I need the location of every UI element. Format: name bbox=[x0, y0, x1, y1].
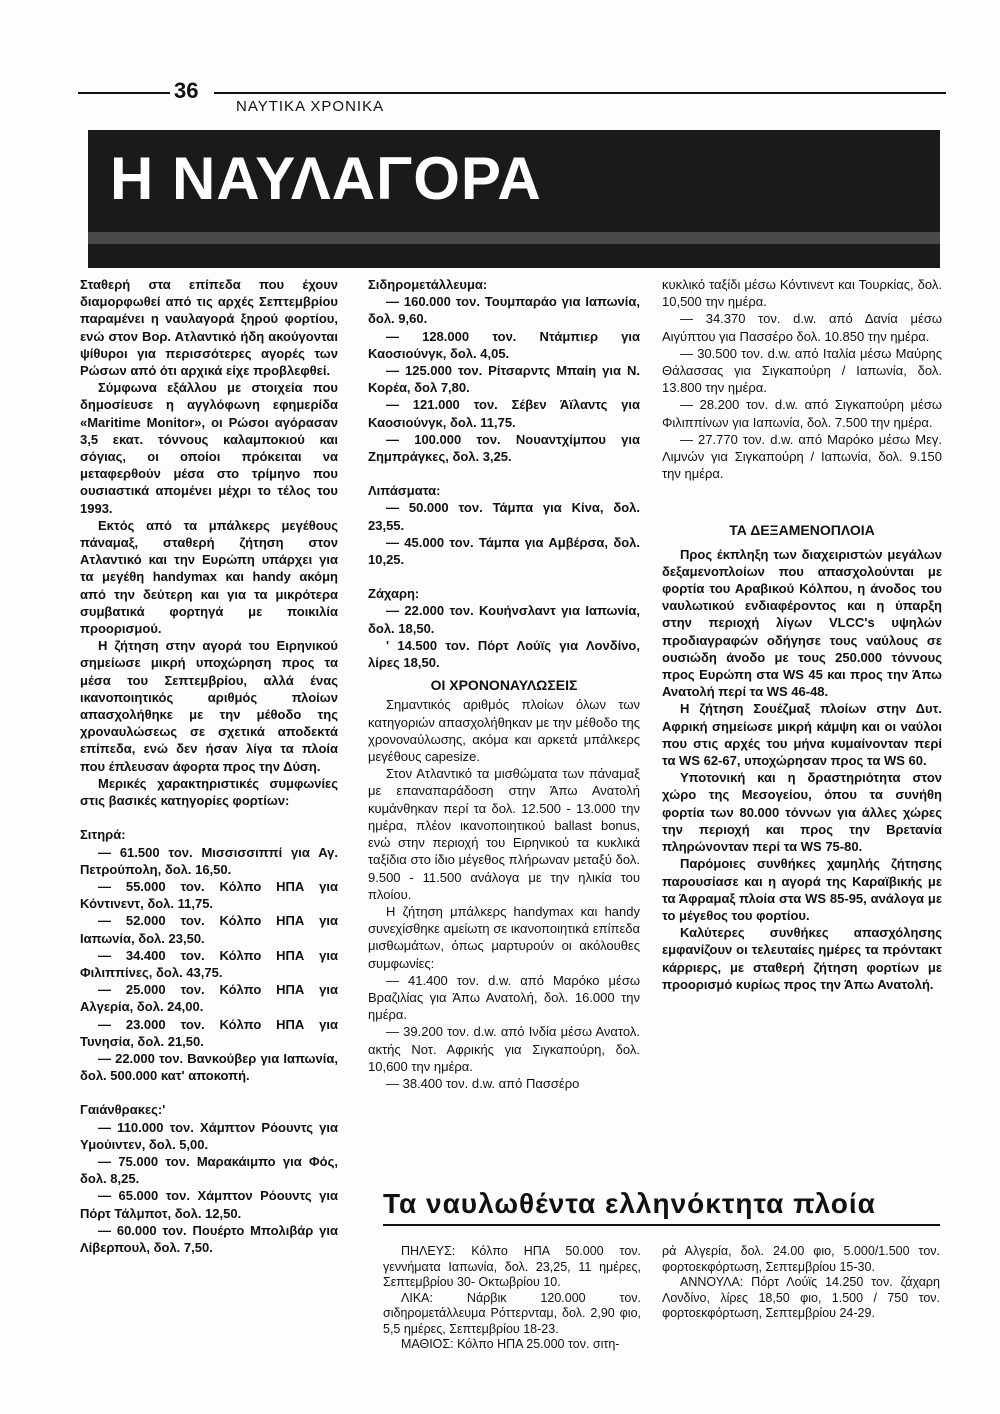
list-item: — 55.000 τον. Κόλπο ΗΠΑ για Κόντινεντ, δολ. 11,75. bbox=[80, 878, 338, 912]
header-rule-left bbox=[78, 92, 170, 94]
paragraph: κυκλικό ταξίδι μέσω Κόντινεντ και Τουρκίας, δολ. 10,500 την ημέρα. bbox=[662, 277, 942, 310]
section-heading-time-charters: ΟΙ ΧΡΟΝΟΝΑΥΛΩΣΕΙΣ bbox=[430, 677, 578, 694]
ship-entry: ΠΗΛΕΥΣ: Κόλπο ΗΠΑ 50.000 τον. γεννήματα Ιαπωνία, δολ. 23,25, 11 ημέρες, Σεπτεμβρίου 30- Οκτωβρίου 10. bbox=[383, 1244, 641, 1289]
box-column-left bbox=[383, 1244, 641, 1353]
list-item: — 125.000 τον. Ρίτσαρντς Μπαίη για Ν. Κορέα, δολ 7,80. bbox=[368, 363, 640, 396]
list-heading-ore: Σιδηρομετάλλευμα: bbox=[368, 277, 488, 292]
list-item: — 23.000 τον. Κόλπο ΗΠΑ για Τυνησία, δολ. 21,50. bbox=[80, 1016, 338, 1049]
list-item: — 65.000 τον. Χάμπτον Ρόουντς για Πόρτ Τάλμποτ, δολ. 12,50. bbox=[80, 1188, 338, 1221]
section-banner bbox=[88, 130, 940, 268]
page-number: 36 bbox=[174, 78, 199, 103]
section-title: Η ΝΑΥΛΑΓΟΡΑ bbox=[110, 145, 542, 212]
banner-texture-strip bbox=[88, 232, 940, 244]
list-item: — 110.000 τον. Χάμπτον Ρόουντς για Υμούιντεν, δολ. 5,00. bbox=[80, 1119, 338, 1152]
list-item: — 41.400 τον. d.w. από Μαρόκο μέσω Βραζιλίας για Άπω Ανατολή, δολ. 16.000 την ημέρα. bbox=[368, 972, 640, 1023]
list-item: — 30.500 τον. d.w. από Ιταλία μέσω Μαύρης Θάλασσας για Σιγκαπούρη / Ιαπωνία, δολ. 13.800 την ημέρα. bbox=[662, 345, 942, 396]
paragraph: Καλύτερες συνθήκες απασχόλησης εμφανίζουν οι τελευταίες ημέρες τα πρόντακτ κάρριερς, με σταθερή ζήτηση φορτίων με προορισμό κυρίως προς την Άπω Ανατολή. bbox=[662, 925, 942, 992]
column-2 bbox=[368, 276, 640, 1092]
list-heading-sugar: Ζάχαρη: bbox=[368, 586, 420, 602]
paragraph: Σταθερή στα επίπεδα που έχουν διαμορφωθεί από τις αρχές Σεπτεμβρίου παραμένει η ναυλαγορά ξηρού φορτίου, ενώ στον Βορ. Ατλαντικό ήδη ακούγονται ψίθυροι για περισσότερες αγορές των Ρώσων από ότι αρχικά είχε προβλεφθεί. bbox=[80, 277, 338, 379]
paragraph: Στον Ατλαντικό τα μισθώματα των πάναμαξ με επαναπαράδοση στην Άπω Ανατολή κυμάνθηκαν περί τα δολ. 12.500 - 13.000 την ημέρα, πλέον ικανοποιητικού ballast bonus, ενώ στην περιοχή του Ειρηνικού τα κυκλικά ταξίδια στο ίδιο μέγεθος πλήρωναν μεταξύ δολ. 9.500 - 11.500 ανάλογα με την ηλικία του πλοίου. bbox=[368, 766, 640, 902]
ship-entry: ΑΝΝΟΥΛΑ: Πόρτ Λούϊς 14.250 τον. ζάχαρη Λονδίνο, λίρες 18,50 φιο, 1.500 / 750 τον. φορτοεκφόρτωση, Σεπτεμβρίου 24-29. bbox=[662, 1275, 940, 1320]
list-item: — 28.200 τον. d.w. από Σιγκαπούρη μέσω Φιλιππίνων για Ιαπωνία, δολ. 7.500 την ημέρα. bbox=[662, 397, 942, 430]
list-item: — 27.770 τον. d.w. από Μαρόκο μέσω Μεγ. Λιμνών για Σιγκαπούρη / Ιαπωνία, δολ. 9.150 την ημέρα. bbox=[662, 431, 942, 482]
box-title-underline bbox=[383, 1224, 940, 1226]
section-heading-tankers: ΤΑ ΔΕΞΑΜΕΝΟΠΛΟΙΑ bbox=[729, 522, 875, 539]
list-item: — 50.000 τον. Τάμπα για Κίνα, δολ. 23,55. bbox=[368, 500, 640, 533]
paragraph: Υποτονική και η δραστηριότητα στον χώρο της Μεσογείου, όπου τα συνήθη φορτία των 80.000 τόννων για άλλες χώρες την περιοχή και προς την Βρετανία πληρώνονταν περί τα WS 75-80. bbox=[662, 770, 942, 855]
list-item: — 52.000 τον. Κόλπο ΗΠΑ για Ιαπωνία, δολ. 23,50. bbox=[80, 913, 338, 946]
list-item: — 45.000 τον. Τάμπα για Αμβέρσα, δολ. 10,25. bbox=[368, 534, 640, 568]
paragraph: Η ζήτηση Σουέζμαξ πλοίων στην Δυτ. Αφρική σημείωσε μικρή κάμψη και οι ναύλοι που στις αρχές του μήνα κυμαίνονταν περί τα WS 62-67, υποχώρησαν προς τα WS 60. bbox=[662, 701, 942, 769]
list-item: — 121.000 τον. Σέβεν Άϊλαντς για Καοσιούνγκ, δολ. 11,75. bbox=[368, 397, 640, 430]
list-heading-wheat: Σιτηρά: bbox=[80, 827, 126, 843]
column-3 bbox=[662, 276, 942, 993]
list-item: — 34.400 τον. Κόλπο ΗΠΑ για Φιλιππίνες, δολ. 43,75. bbox=[80, 947, 338, 980]
list-item: — 128.000 τον. Ντάμπιερ για Καοσιούνγκ, δολ. 4,05. bbox=[368, 328, 640, 361]
list-item: — 22.000 τον. Κουήνσλαντ για Ιαπωνία, δολ. 18,50. bbox=[368, 603, 640, 636]
column-1 bbox=[80, 276, 338, 1256]
list-heading-coal: Γαιάνθρακες:' bbox=[80, 1102, 166, 1118]
list-item: ' 14.500 τον. Πόρτ Λούϊς για Λονδίνο, λίρες 18,50. bbox=[368, 637, 640, 671]
list-item: — 25.000 τον. Κόλπο ΗΠΑ για Αλγερία, δολ. 24,00. bbox=[80, 982, 338, 1015]
box-column-right bbox=[662, 1244, 940, 1322]
list-item: — 100.000 τον. Νουαντχίμπου για Ζημπράγκες, δολ. 3,25. bbox=[368, 431, 640, 465]
list-item: — 60.000 τον. Πουέρτο Μπολιβάρ για Λίβερπουλ, δολ. 7,50. bbox=[80, 1222, 338, 1255]
list-heading-fertilizers: Λιπάσματα: bbox=[368, 483, 441, 499]
list-item: — 39.200 τον. d.w. από Ινδία μέσω Ανατολ. ακτής Νοτ. Αφρικής για Σιγκαπούρη, δολ. 10,600 την ημέρα. bbox=[368, 1024, 640, 1074]
paragraph: Παρόμοιες συνθήκες χαμηλής ζήτησης παρουσίασε και η αγορά της Καραϊβικής με τα Άφραμαξ πλοία στα WS 85-95, ανάλογα με το μέγεθος του φορτίου. bbox=[662, 856, 942, 923]
paragraph: Προς έκπληξη των διαχειριστών μεγάλων δεξαμενοπλοίων που απασχολούνται με φορτία του Αραβικού Κόλπου, η άνοδος του ναυλωτικού ενδιαφέροντος και η ύπαρξη στην περιοχή λίγων VLCC's υψηλών προδιαγραφών οδήγησε τους ναύλους σε ουσιώδη άνοδο με τους 250.000 τόννους προς Ευρώπη στα WS 45 και προς την Άπω Ανατολή περί τα WS 46-48. bbox=[662, 546, 942, 700]
list-item: — 61.500 τον. Μισσισσιππί για Αγ. Πετρούπολη, δολ. 16,50. bbox=[80, 844, 338, 877]
list-item: — 22.000 τον. Βανκούβερ για Ιαπωνία, δολ. 500.000 κατ' αποκοπή. bbox=[80, 1050, 338, 1084]
list-item: — 34.370 τον. d.w. από Δανία μέσω Αιγύπτου για Πασσέρο δολ. 10.850 την ημέρα. bbox=[662, 311, 942, 344]
box-title: Τα ναυλωθέντα ελληνόκτητα πλοία bbox=[383, 1188, 876, 1219]
paragraph: Σημαντικός αριθμός πλοίων όλων των κατηγοριών απασχολήθηκαν με την μέθοδο της χρονοναύλωσης, ακόμα και αρκετά μπάλκερς μεγέθους capesize. bbox=[368, 697, 640, 765]
ship-entry: ΛΙΚΑ: Νάρβικ 120.000 τον. σιδηρομετάλλευμα Ρόττερνταμ, δολ. 2,90 φιο, 5,5 ημέρες, Σεπτεμβρίου 18-23. bbox=[383, 1290, 641, 1336]
ship-entry: ρά Αλγερία, δολ. 24.00 φιο, 5.000/1.500 τον. φορτοεκφόρτωση, Σεπτεμβρίου 15-30. bbox=[662, 1244, 940, 1274]
paragraph: Η ζήτηση μπάλκερς handymax και handy συνεχίσθηκε αμείωτη σε ικανοποιητικά επίπεδα μισθωμάτων, όπως μαρτυρούν οι ακόλουθες συμφωνίες: bbox=[368, 903, 640, 971]
paragraph: Εκτός από τα μπάλκερς μεγέθους πάναμαξ, σταθερή ζήτηση στον Ατλαντικό και την Ευρώπη υπάρχει για τα μεγέθη handymax και handy ακόμη από την δεύτερη και για τα μικρότερα συμβατικά φορτηγά με ποικιλία προορισμού. bbox=[80, 517, 338, 637]
paragraph: Σύμφωνα εξάλλου με στοιχεία που δημοσίευσε η αγγλόφωνη εφημερίδα «Maritime Monitor», οι Ρώσοι αγόρασαν 3,5 εκατ. τόννους καλαμποκιού και σόγιας, οι οποίοι πρόκειται να μεταφερθούν μέσα στο τρίμηνο που ουσιαστικά απομένει μέχρι το τέλος του 1993. bbox=[80, 380, 338, 516]
publication-name: ΝΑΥΤΙΚΑ ΧΡΟΝΙΚΑ bbox=[236, 98, 385, 115]
list-item: — 160.000 τον. Τουμπαράο για Ιαπωνία, δολ. 9,60. bbox=[368, 294, 640, 327]
header-rule-right bbox=[214, 92, 946, 94]
list-item: — 75.000 τον. Μαρακάιμπο για Φός, δολ. 8,25. bbox=[80, 1153, 338, 1187]
paragraph: Μερικές χαρακτηριστικές συμφωνίες στις βασικές κατηγορίες φορτίων: bbox=[80, 775, 338, 809]
ship-entry: ΜΑΘΙΟΣ: Κόλπο ΗΠΑ 25.000 τον. σιτη- bbox=[401, 1337, 620, 1351]
list-item: — 38.400 τον. d.w. από Πασσέρο bbox=[386, 1075, 580, 1091]
paragraph: Η ζήτηση στην αγορά του Ειρηνικού σημείωσε μικρή υποχώρηση προς τα μέσα του Σεπτεμβρίου, αλλά ένας ικανοποιητικός αριθμός πλοίων απασχολήθηκε με την μέθοδο της χροναυλώσεως σε σχετικά αποδεκτά επίπεδα, ενώ δεν ήσαν λίγα τα πλοία που έπλευσαν άφορτα προς την Δύση. bbox=[80, 638, 338, 774]
